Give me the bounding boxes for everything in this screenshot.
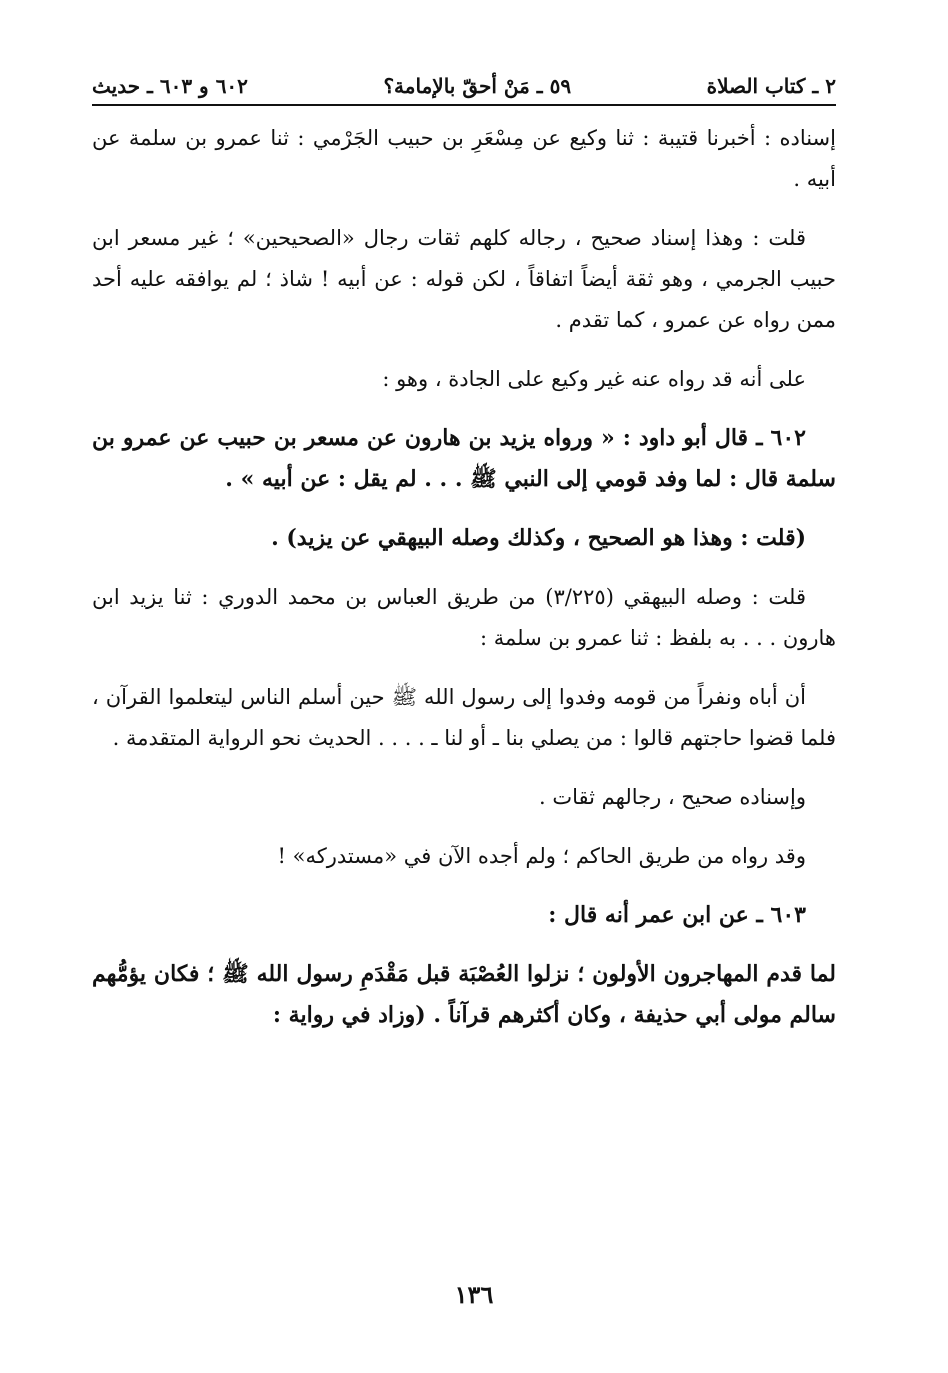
isnad-paragraph: إسناده : أخبرنا قتيبة : ثنا وكيع عن مِسْعَرِ بن حبيب الجَرْمي : ثنا عمرو بن سلمة عن أبيه . [92,126,836,191]
commentary-paragraph: وقد رواه من طريق الحاكم ؛ ولم أجده الآن في «مستدركه» ! [277,844,806,868]
commentary-paragraph: قلت : وهذا إسناد صحيح ، رجاله كلهم ثقات رجال «الصحيحين» ؛ غير مسعر ابن حبيب الجرمي ، وهو ثقة أيضاً اتفاقاً ، لكن قوله : عن أبيه ! شاذ ؛ لم يوافقه عليه أحد ممن رواه عن عمرو ، كما تقدم . [92,226,836,332]
header-divider [92,104,836,106]
hadith-603-paragraph: لما قدم المهاجرون الأولون ؛ نزلوا العُصْبَة قبل مَقْدَمِ رسول الله ﷺ ؛ فكان يؤمُّهم سالم مولى أبي حذيفة ، وكان أكثرهم قرآناً . (وزاد في رواية : [92,961,836,1028]
page-header [92,58,836,98]
page-number: ١٣٦ [454,1280,494,1309]
header-section: ٥٩ ـ مَنْ أحقّ بالإمامة؟ [383,74,572,98]
commentary-paragraph: قلت : وصله البيهقي (٣/٢٢٥) من طريق العباس بن محمد الدوري : ثنا يزيد ابن هارون . . . به بلفظ : ثنا عمرو بن سلمة : [92,585,836,650]
quoted-text-paragraph: أن أباه ونفراً من قومه وفدوا إلى رسول الله ﷺ حين أسلم الناس ليتعلموا القرآن ، فلما قضوا حاجتهم قالوا : من يصلي بنا ـ أو لنا ـ . . . . الحديث نحو الرواية المتقدمة . [92,685,836,750]
hadith-602-paragraph: ٦٠٢ ـ قال أبو داود : « ورواه يزيد بن هارون عن مسعر بن حبيب عن عمرو بن سلمة قال : لما وفد قومي إلى النبي ﷺ . . . لم يقل : عن أبيه » . [92,425,836,492]
commentary-paragraph: وإسناده صحيح ، رجالهم ثقات . [539,785,806,809]
header-hadith-range: ٦٠٢ و ٦٠٣ ـ حديث [92,74,248,98]
hadith-603-heading: ٦٠٣ ـ عن ابن عمر أنه قال : [548,902,806,928]
commentary-paragraph: على أنه قد رواه عنه غير وكيع على الجادة ، وهو : [382,367,806,391]
hadith-note-paragraph: (قلت : وهذا هو الصحيح ، وكذلك وصله البيهقي عن يزيد) . [271,525,806,551]
header-chapter: ٢ ـ كتاب الصلاة [706,74,836,98]
page-body [92,118,836,1054]
